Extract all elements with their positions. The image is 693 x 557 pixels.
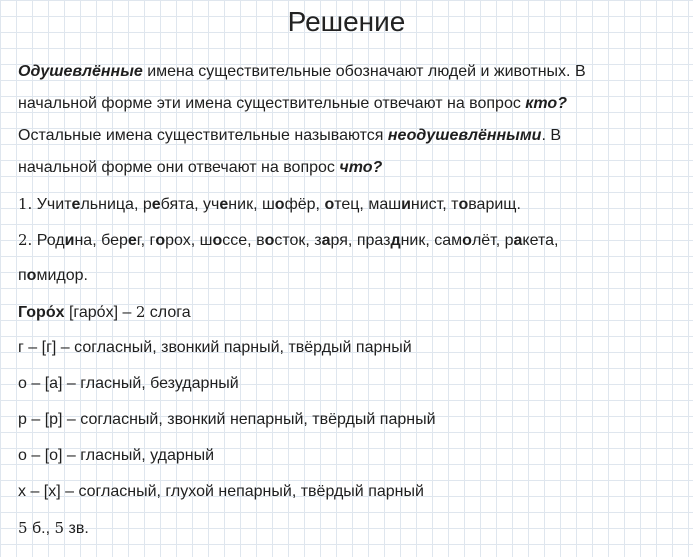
letters-label: б.,	[27, 520, 55, 537]
page-title: Решение	[287, 6, 406, 37]
paragraph-line-3	[18, 120, 683, 152]
item-2-words	[32, 232, 558, 249]
word-text: варищ.	[468, 196, 521, 213]
item-number: 1.	[18, 195, 33, 213]
phonetic-header	[18, 296, 683, 328]
sound-row: р – [р] – согласный, звонкий непарный, твёрдый парный	[18, 411, 436, 428]
word-text: тец, маш	[334, 196, 402, 213]
solution-body	[18, 56, 683, 544]
stressed-letter: о	[26, 267, 37, 284]
analyzed-word: Горо́х	[18, 304, 65, 321]
stressed-letter: и	[64, 232, 75, 249]
stressed-letter: о	[212, 232, 223, 249]
word-text: ря, праз	[330, 232, 391, 249]
item-number: 2.	[18, 231, 33, 249]
paragraph-line-4	[18, 152, 683, 184]
stressed-letter: е	[151, 196, 161, 213]
transcription: [гаро́х] –	[64, 304, 136, 321]
syllable-label: слога	[145, 304, 191, 321]
sounds-label: зв.	[64, 520, 89, 537]
term-inanimate: неодушевлёнными	[387, 127, 542, 144]
word-text: мидор.	[36, 267, 88, 284]
stressed-letter: о	[155, 232, 166, 249]
sound-row: о – [а] – гласный, безударный	[18, 375, 239, 392]
stressed-letter: о	[274, 196, 285, 213]
summary-line	[18, 512, 683, 544]
stressed-letter: о	[264, 232, 275, 249]
item-2-words-cont	[18, 267, 88, 284]
sound-row: г – [г] – согласный, звонкий парный, твёрдый парный	[18, 339, 412, 356]
word-text: лёт, р	[471, 232, 514, 249]
stressed-letter: а	[321, 232, 331, 249]
sounds-count: 5	[54, 519, 65, 537]
stressed-letter: и	[401, 196, 411, 213]
word-text: льница, р	[80, 196, 152, 213]
word-text: ник, ш	[228, 196, 275, 213]
word-text: п	[18, 267, 27, 284]
word-text: нист, т	[410, 196, 459, 213]
question-who: кто?	[525, 95, 567, 112]
stressed-letter: о	[458, 196, 469, 213]
item-1-words	[32, 196, 521, 213]
stressed-letter: е	[71, 196, 81, 213]
paragraph-text: начальной форме эти имена существительные отвечают на вопрос	[18, 95, 526, 112]
word-text: ссе, в	[222, 232, 265, 249]
stressed-letter: а	[513, 232, 523, 249]
word-text: на, бер	[74, 232, 128, 249]
answer-item-1	[18, 188, 683, 220]
word-text: ник, сам	[400, 232, 463, 249]
word-text: Учит	[32, 196, 72, 213]
paragraph-text: Остальные имена существительные называются	[18, 127, 388, 144]
sound-row: х – [х] – согласный, глухой непарный, твёрдый парный	[18, 483, 424, 500]
word-text: бята, уч	[160, 196, 220, 213]
stressed-letter: о	[462, 232, 472, 249]
word-text: Род	[32, 232, 65, 249]
word-text: г, г	[136, 232, 156, 249]
paragraph-line-2	[18, 88, 683, 120]
stressed-letter: е	[219, 196, 229, 213]
word-text: сток, з	[274, 232, 322, 249]
term-animate: Одушевлённые	[18, 63, 143, 80]
answer-item-2-line-2	[18, 260, 683, 292]
paragraph-text: начальной форме они отвечают на вопрос	[18, 159, 340, 176]
word-text: фёр,	[284, 196, 325, 213]
paragraph-line-1	[18, 56, 683, 88]
paragraph-text: . В	[541, 127, 562, 144]
word-text: кета,	[522, 232, 559, 249]
stressed-letter: е	[127, 232, 137, 249]
stressed-letter: д	[390, 232, 401, 249]
paragraph-text: имена существительные обозначают людей и животных. В	[142, 63, 586, 80]
syllable-count: 2	[135, 303, 146, 321]
word-text: рох, ш	[165, 232, 213, 249]
question-what: что?	[339, 159, 383, 176]
sound-row: о – [о] – гласный, ударный	[18, 447, 215, 464]
letters-count: 5	[18, 519, 28, 537]
answer-item-2-line-1	[18, 224, 683, 256]
stressed-letter: о	[324, 196, 335, 213]
